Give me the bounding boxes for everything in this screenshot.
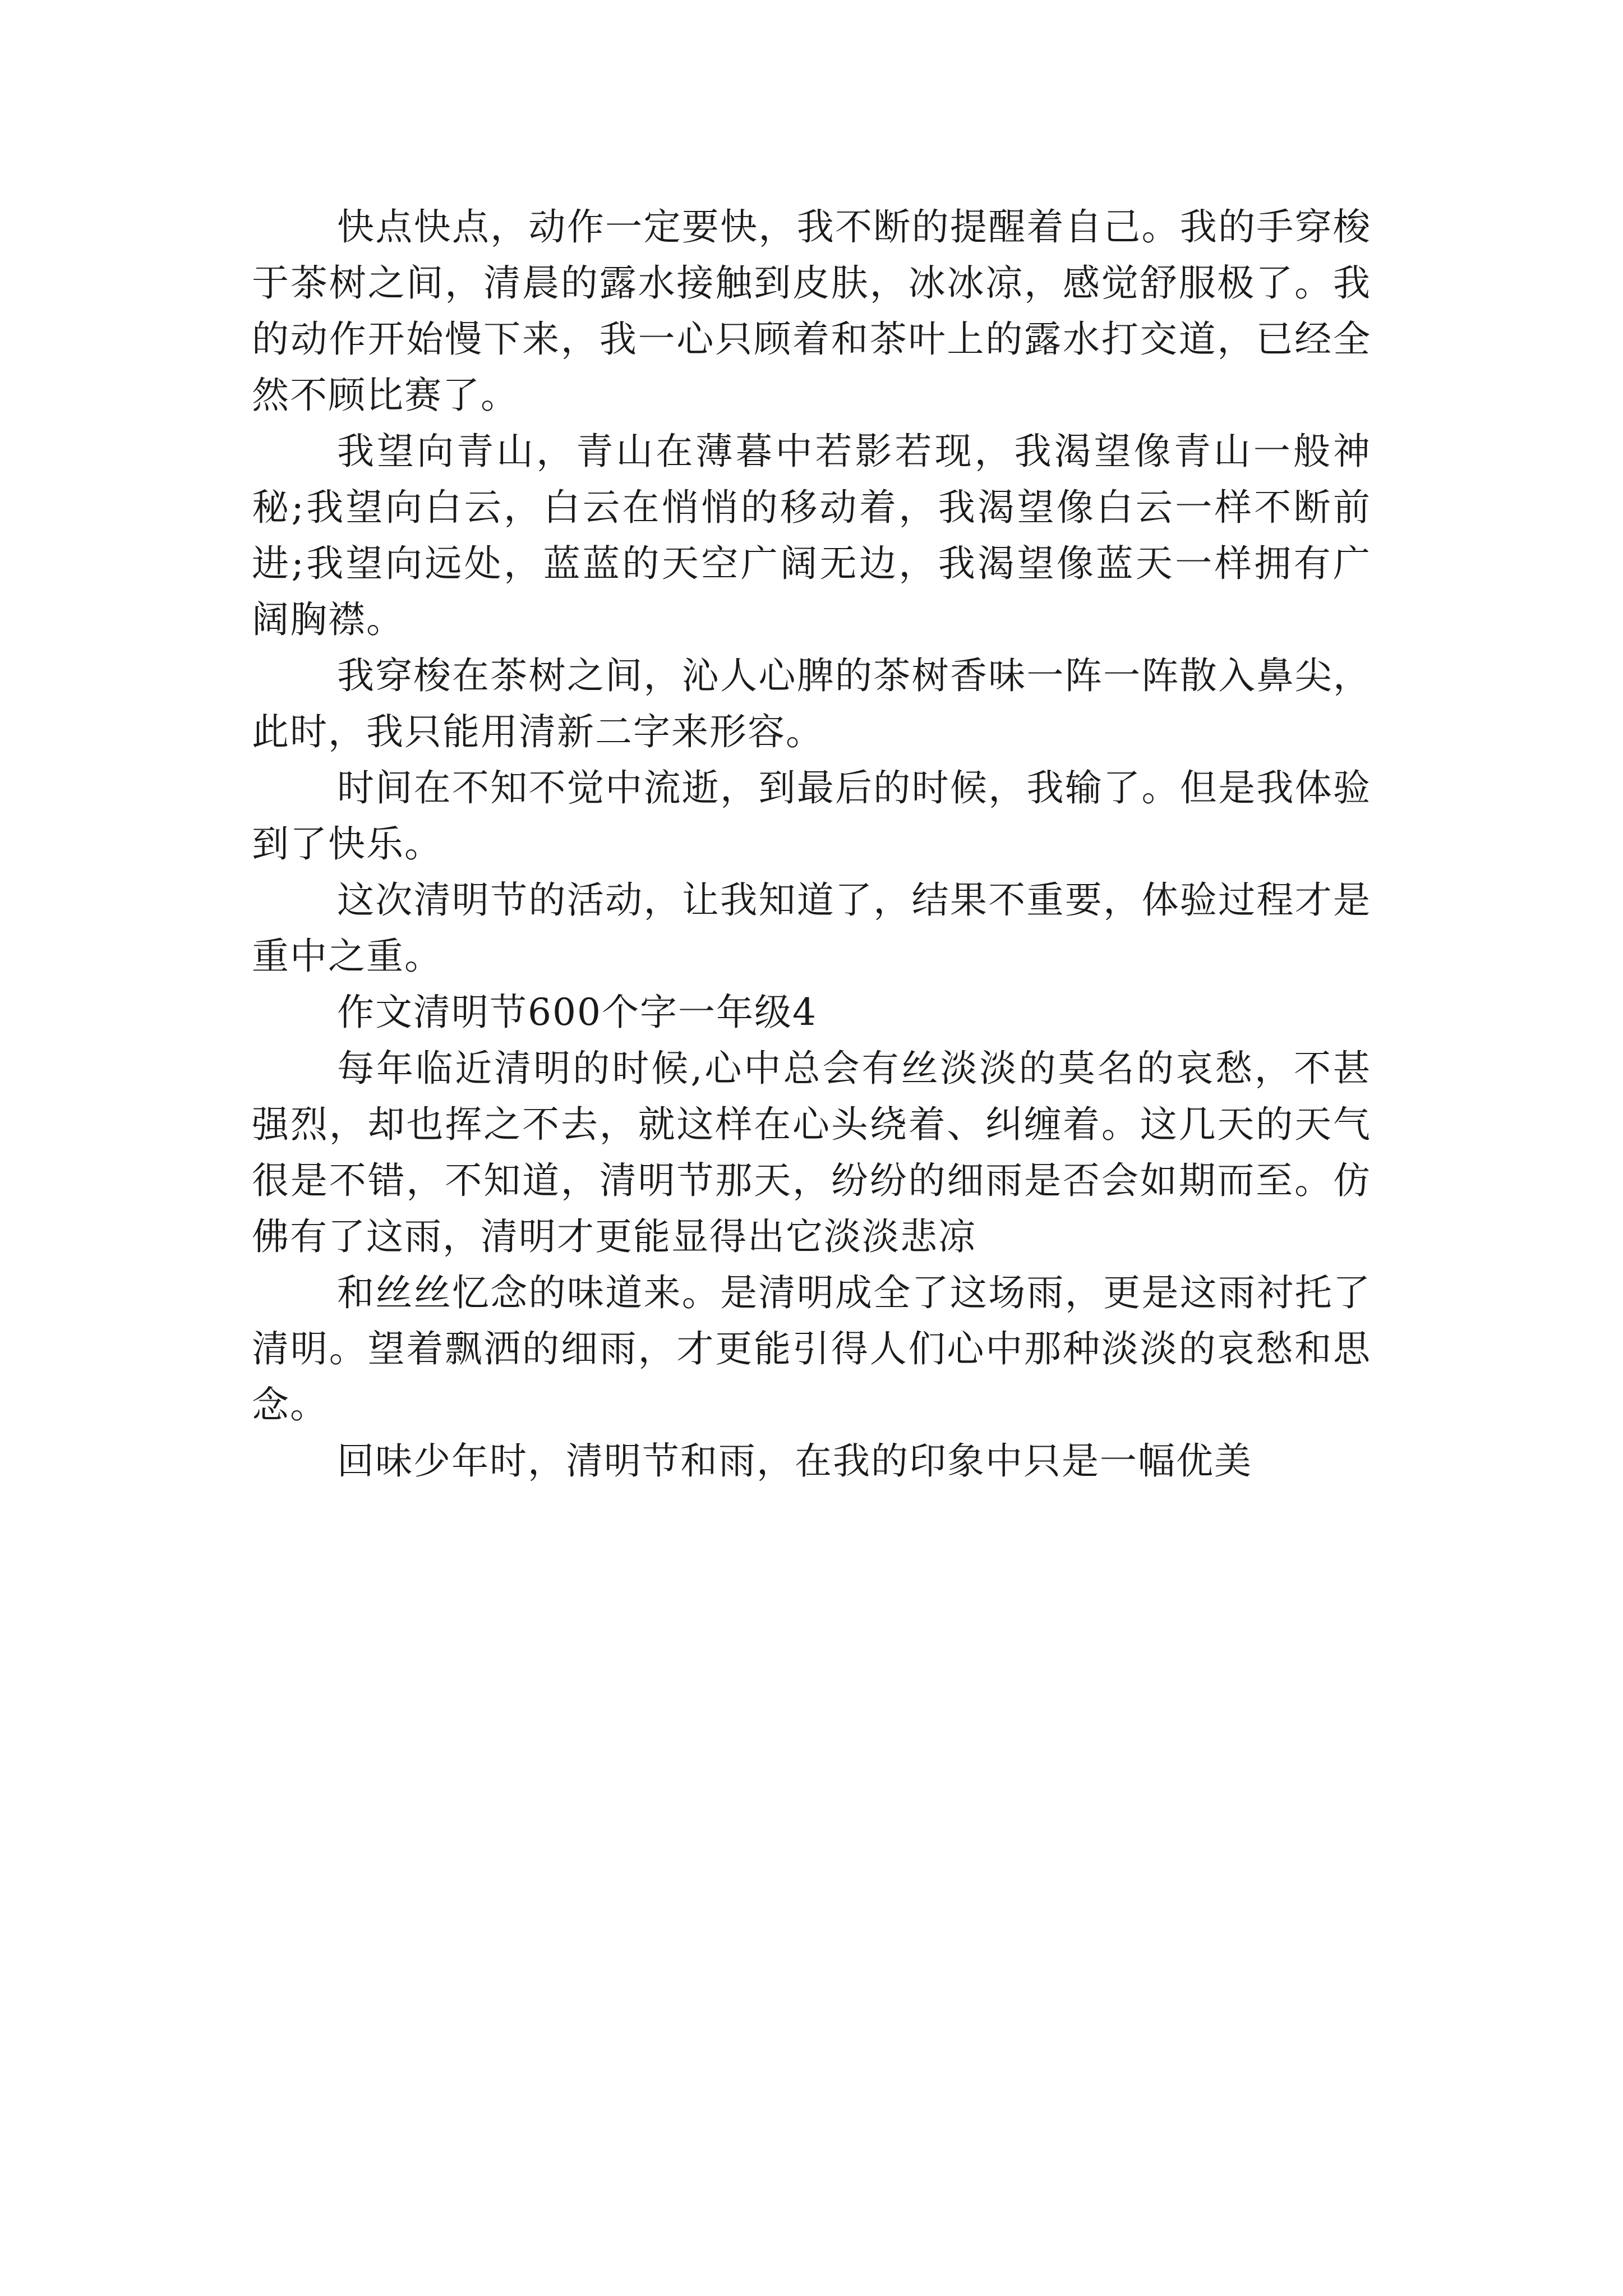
document-body (252, 199, 1371, 1489)
essay-heading: 作文清明节600个字一年级4 (337, 991, 817, 1034)
paragraph-qingming-sorrow: 每年临近清明的时候,心中总会有丝淡淡的莫名的哀愁，不甚强烈，却也挥之不去，就这样在心头绕着、纠缠着。这几天的天气很是不错，不知道，清明节那天，纷纷的细雨是否会如期而至。仿佛有了这雨，清明才更能显得出它淡淡悲凉 (252, 1047, 1371, 1258)
paragraph-tea-picking: 快点快点，动作一定要快，我不断的提醒着自己。我的手穿梭于茶树之间，清晨的露水接触到皮肤，冰冰凉，感觉舒服极了。我的动作开始慢下来，我一心只顾着和茶叶上的露水打交道，已经全然不顾比赛了。 (252, 205, 1371, 417)
paragraph-tea-fragrance: 我穿梭在茶树之间，沁人心脾的茶树香味一阵一阵散入鼻尖，此时，我只能用清新二字来形容。 (252, 654, 1371, 753)
paragraph-memory: 回味少年时，清明节和雨，在我的印象中只是一幅优美 (337, 1439, 1252, 1483)
paragraph-lesson: 这次清明节的活动，让我知道了，结果不重要，体验过程才是重中之重。 (252, 878, 1371, 978)
paragraph-gazing: 我望向青山，青山在薄暮中若影若现，我渴望像青山一般神秘;我望向白云，白云在悄悄的移动着，我渴望像白云一样不断前进;我望向远处，蓝蓝的天空广阔无边，我渴望像蓝天一样拥有广阔胸襟。 (252, 430, 1371, 641)
paragraph-rain: 和丝丝忆念的味道来。是清明成全了这场雨，更是这雨衬托了清明。望着飘洒的细雨，才更能引得人们心中那种淡淡的哀愁和思念。 (252, 1271, 1371, 1427)
paragraph-lost: 时间在不知不觉中流逝，到最后的时候，我输了。但是我体验到了快乐。 (252, 766, 1371, 866)
